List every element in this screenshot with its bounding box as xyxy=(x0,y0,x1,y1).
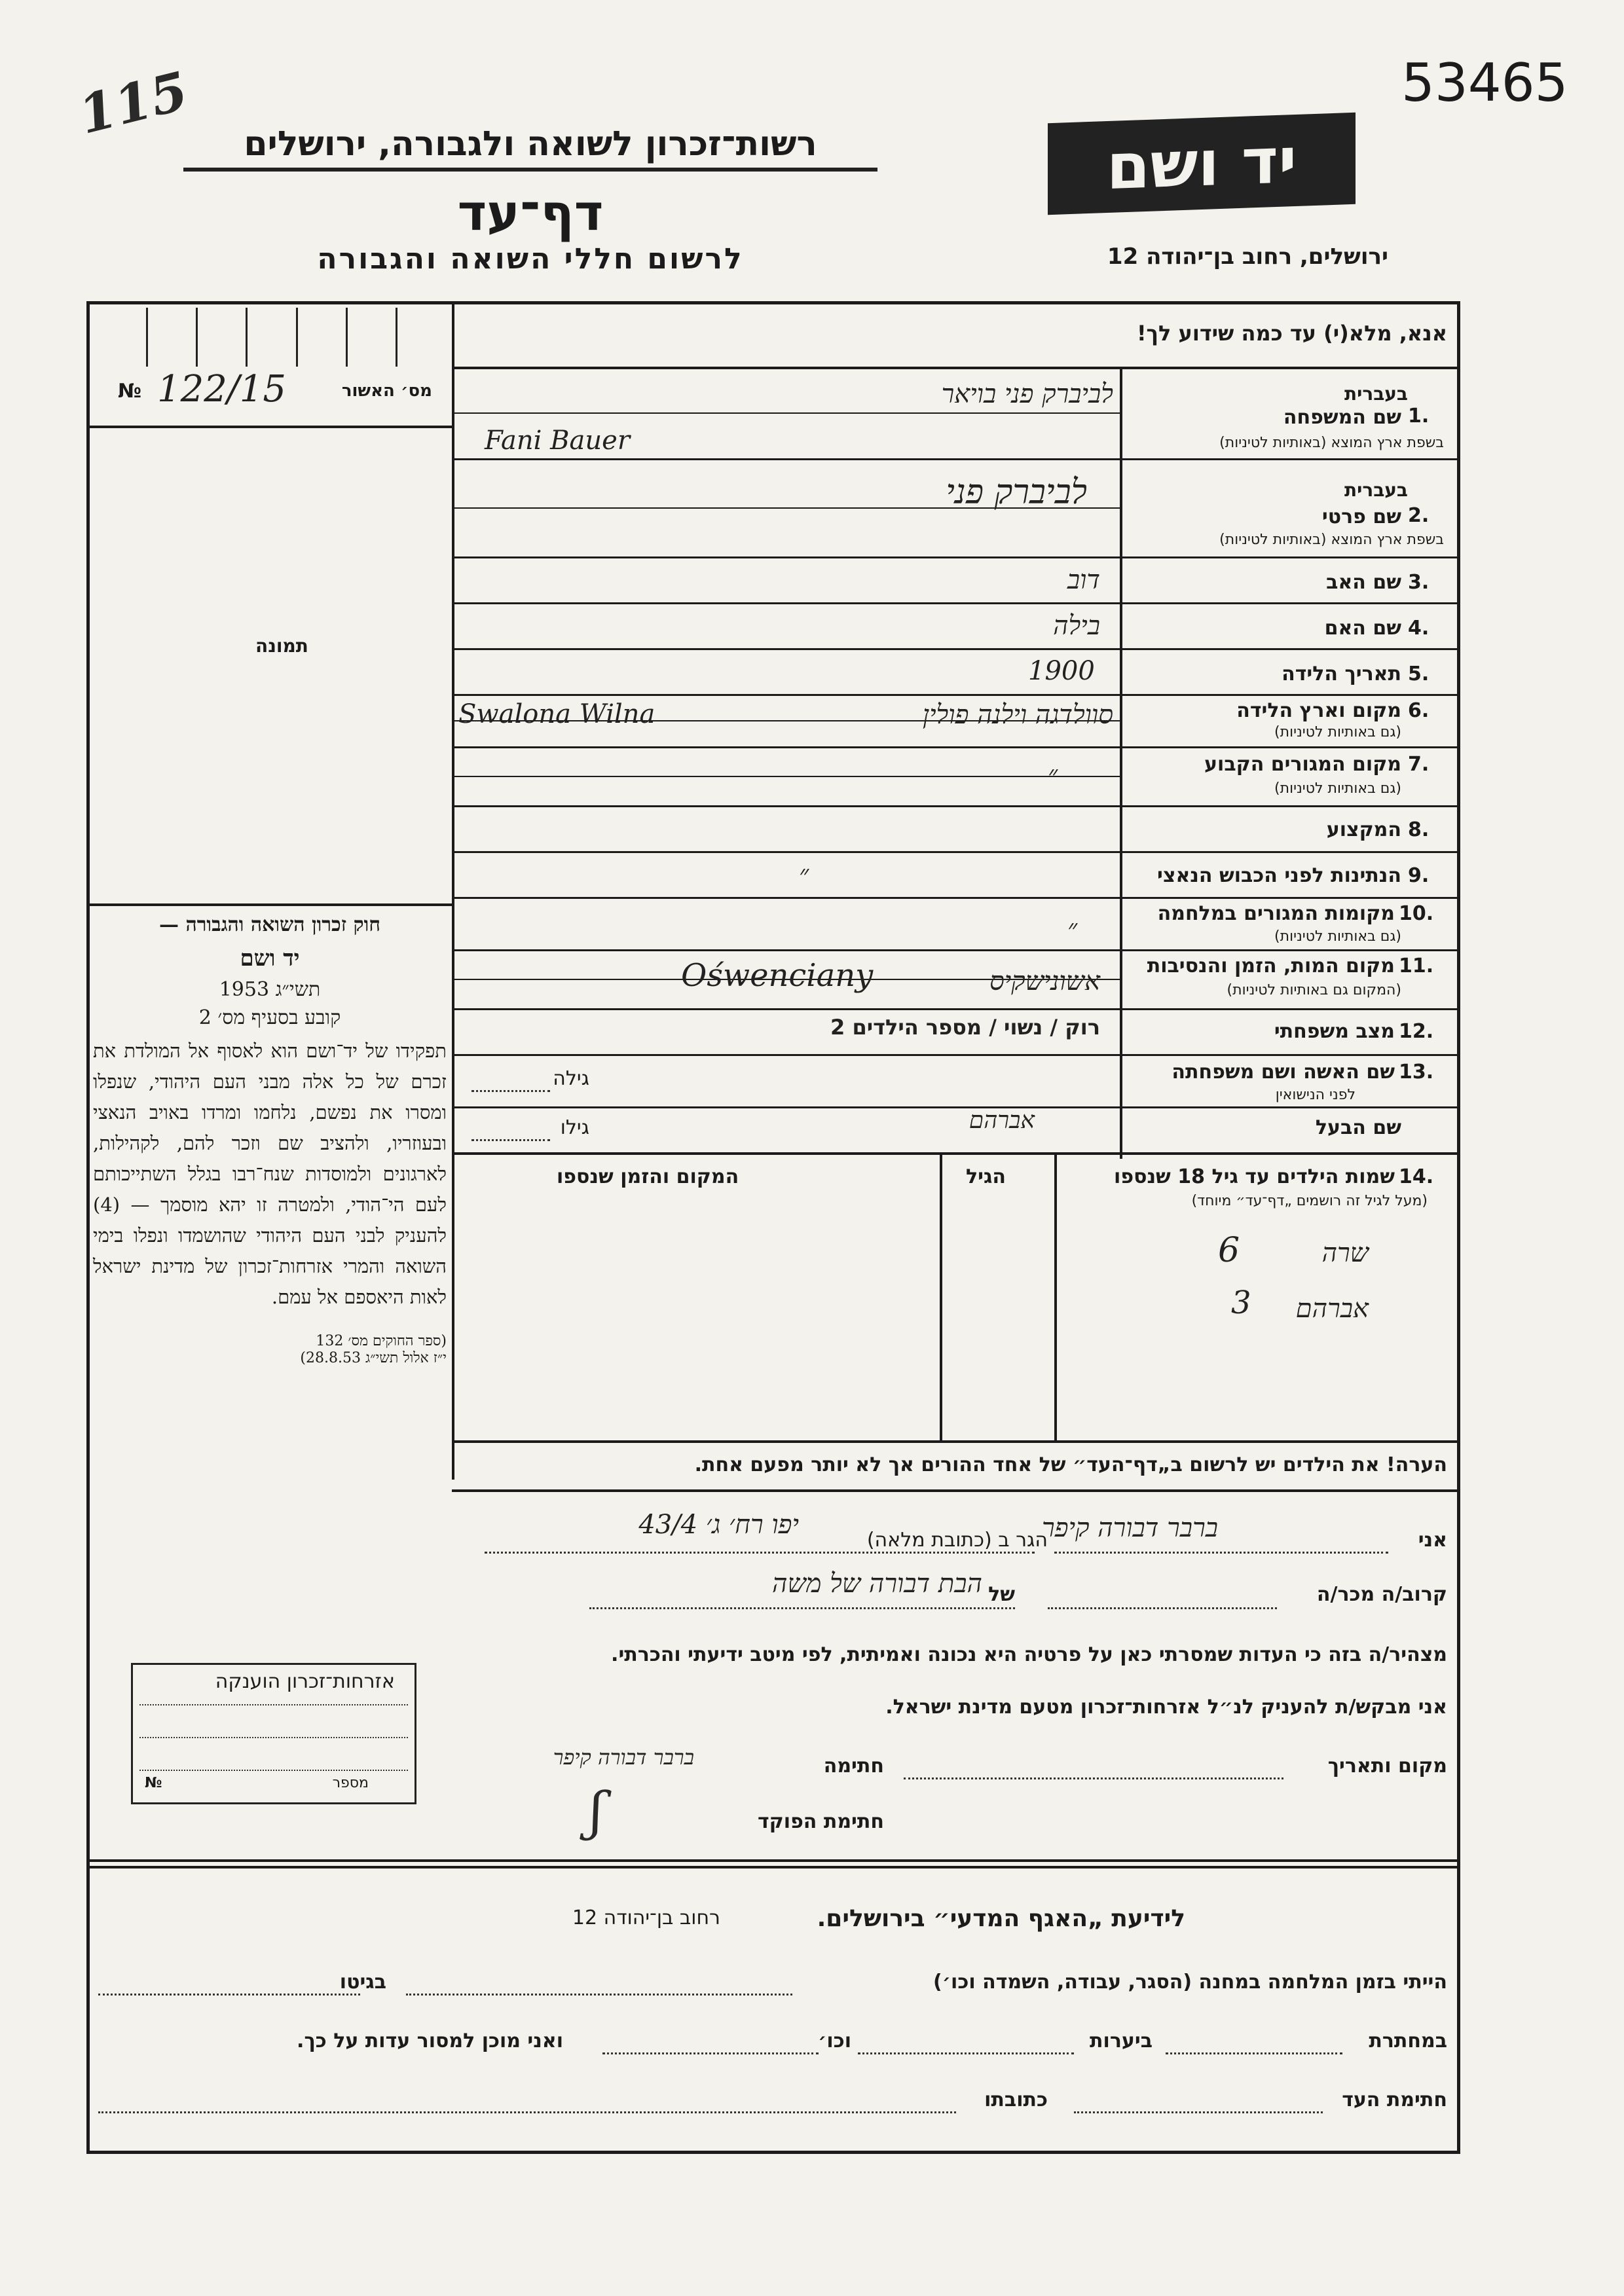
declarant-resides: הגר ב (כתובת מלאה) xyxy=(866,1529,1048,1552)
husband-gila-label: גילו xyxy=(560,1116,589,1139)
field-3-label: שם האב xyxy=(1326,571,1401,594)
children-sub: (מעל לגיל זה רושמים „דף־עד״ מיוחד) xyxy=(1191,1193,1428,1209)
logo xyxy=(1048,113,1356,215)
field-9-num: 9. xyxy=(1408,864,1430,887)
child-1-name: שרה xyxy=(1321,1238,1369,1268)
field-2-label: שם פרטי xyxy=(1321,505,1401,528)
bulletin-address: רחוב בן־יהודה 12 xyxy=(572,1906,720,1929)
bulletin-address-label: כתובתו xyxy=(984,2088,1048,2111)
field-1-num: 1. xyxy=(1408,405,1430,428)
approval-label: מס׳ האשור xyxy=(341,381,432,401)
form-title: דף־עד xyxy=(457,183,604,242)
field-9-value: ״ xyxy=(799,860,809,890)
bulletin-ready: ואני מוכן למסור עדות על כך. xyxy=(297,2030,563,2052)
logo-text: יד ושם xyxy=(1106,123,1297,204)
law-body: תפקידו של יד־ושם הוא לאסוף אל המולדת את זכרם של כל אלה מבני העם היהודי, שנפלו ומסרו את נפשם, נלחמו ומרדו באויב הנאצי ובעוזריו, ולהציב שם וזכר להם, לקהילות, לארגונים ולמוסדות שנח־רבו בגלל השתייכותם לעם הי־הודי, ולמטרה זו יהא מוסמך — (4) להעניק לבני העם היהודי שהושמדו ונפלו בימי השואה והמרי אזרחות־זכרון של מדינת ישראל לאות היאספם אל עמם. xyxy=(93,1040,447,1308)
field-7-num: 7. xyxy=(1408,753,1430,776)
field-6-label: מקום וארץ הלידה xyxy=(1236,699,1401,722)
officer-signature: ʃ xyxy=(589,1781,604,1842)
field-5-label: תאריך הלידה xyxy=(1282,663,1401,685)
children-num: 14. xyxy=(1399,1165,1434,1188)
bulletin-line1: הייתי בזמן המלחמה במחנה (הסגר, עבודה, השמדה וכו׳) xyxy=(933,1971,1447,1994)
field-2-hebrew-tag: בעברית xyxy=(1344,479,1408,501)
field-10-num: 10. xyxy=(1399,902,1434,925)
declarant-name: ברבר דבורה קיפר xyxy=(1041,1513,1218,1543)
field-13-sub: לפני הנישואין xyxy=(1275,1087,1356,1103)
bulletin-witness-sig: חתימת העד xyxy=(1342,2088,1447,2111)
bulletin-title: לידיעת „האגף המדעי״ בירושלים. xyxy=(817,1905,1185,1932)
bulletin-resistance: במחתרת xyxy=(1369,2030,1447,2052)
approval-no: № xyxy=(118,380,142,403)
husband-label: שם הבעל xyxy=(1315,1116,1401,1139)
instruction: אנא, מלא(י) עד כמה שידוע לך! xyxy=(1136,321,1447,346)
field-6-value: סוולדגה וילנה פולין xyxy=(922,700,1113,730)
field-7-value: ״ xyxy=(1048,760,1058,790)
signature: ברבר דבורה קיפר xyxy=(553,1745,694,1770)
law-ref2: י״ז אלול תשי״ג 28.8.53) xyxy=(300,1350,447,1366)
declarant-ani: אני xyxy=(1418,1529,1447,1552)
photo-label: תמונה xyxy=(255,635,308,657)
bulletin-forests: ביערות xyxy=(1090,2030,1153,2052)
approval-value: 122/15 xyxy=(157,368,287,410)
field-1-value-he: לביברק פני בויאר xyxy=(941,379,1113,409)
law-year: תשי״ג 1953 xyxy=(219,978,321,1001)
officer-label: חתימת הפוקד xyxy=(758,1810,884,1833)
signature-label: חתימה xyxy=(823,1755,884,1777)
field-11-label: מקום המות, הזמן והנסיבות xyxy=(1147,955,1395,977)
field-1-sub: בשפת ארץ המוצא (באותיות לטיניות) xyxy=(1219,435,1444,451)
note: הערה! את הילדים יש לרשום ב„דף־העד״ של אחד ההורים אך לא יותר מפעם אחת. xyxy=(694,1453,1447,1476)
children-place-header: המקום והזמן שנספו xyxy=(557,1165,739,1188)
field-12-value: רוק / נשוי / מספר הילדים 2 xyxy=(830,1015,1100,1040)
address: ירושלים, רחוב בן־יהודה 12 xyxy=(1107,244,1388,270)
field-5-num: 5. xyxy=(1408,663,1430,685)
field-13-num: 13. xyxy=(1399,1061,1434,1084)
law-box xyxy=(93,913,447,1483)
citizenship-title: אזרחות־זכרון הוענקה xyxy=(215,1670,395,1693)
field-8-num: 8. xyxy=(1408,818,1430,841)
archive-number: 53465 xyxy=(1401,52,1568,113)
corner-mark: 115 xyxy=(73,60,194,146)
form-subtitle: לרשום חללי השואה והגבורה xyxy=(317,242,744,276)
field-8-label: המקצוע xyxy=(1326,818,1401,841)
child-2-age: 3 xyxy=(1231,1285,1251,1321)
field-11-num: 11. xyxy=(1399,955,1434,977)
law-ref1: (ספר החוקים מס׳ 132 xyxy=(316,1333,447,1349)
authority-line: רשות־זכרון לשואה ולגבורה, ירושלים xyxy=(183,124,877,172)
relative-label: קרוב/ה מכר/ה xyxy=(1316,1583,1447,1606)
field-3-value: דוב xyxy=(1067,565,1100,595)
field-13-label: שם האשה ושם משפחתה xyxy=(1172,1061,1395,1084)
request-text: אני מבקש/ת להעניק לנ״ל אזרחות־זכרון מטעם מדינת ישראל. xyxy=(885,1696,1447,1719)
law-brand: יד ושם xyxy=(240,945,300,972)
relative-relation: הבת דבורה של משה xyxy=(772,1569,982,1599)
field-11-sub: (המקום גם באותיות לטיניות) xyxy=(1227,982,1401,998)
field-4-num: 4. xyxy=(1408,617,1430,640)
field-6-sub: (גם באותיות לטיניות) xyxy=(1274,724,1401,740)
bulletin-etc: וכו׳ xyxy=(818,2030,851,2052)
field-4-value: בילה xyxy=(1053,611,1100,641)
field-2-value: לביברק פני xyxy=(946,473,1087,512)
field-13-gila-label: גילה xyxy=(553,1067,589,1090)
field-11-value: אשונישקיס xyxy=(989,966,1100,996)
children-label: שמות הילדים עד גיל 18 שנספו xyxy=(1114,1165,1395,1188)
field-3-num: 3. xyxy=(1408,571,1430,594)
field-4-label: שם האם xyxy=(1324,617,1401,640)
citizenship-box xyxy=(131,1663,416,1804)
law-section: קובע בסעיף מס׳ 2 xyxy=(198,1006,341,1029)
field-5-value: 1900 xyxy=(1028,656,1095,686)
approval-box xyxy=(98,308,445,426)
field-1-value-lat: Fani Bauer xyxy=(485,426,630,456)
children-age-header: הגיל xyxy=(966,1165,1006,1188)
field-10-value: ״ xyxy=(1067,914,1078,944)
field-6-num: 6. xyxy=(1408,699,1430,722)
field-1-hebrew-tag: בעברית xyxy=(1344,383,1408,405)
declarant-address: יפו רח׳ ג׳ 43/4 xyxy=(638,1510,799,1540)
field-10-sub: (גם באותיות לטיניות) xyxy=(1274,928,1401,945)
child-1-age: 6 xyxy=(1218,1231,1240,1270)
field-2-sub: בשפת ארץ המוצא (באותיות לטיניות) xyxy=(1219,532,1444,548)
bulletin-ghetto: בגיטו xyxy=(339,1971,386,1994)
citizenship-no: № xyxy=(145,1775,162,1791)
field-1-label: שם המשפחה xyxy=(1283,406,1401,429)
field-2-num: 2. xyxy=(1408,504,1430,527)
relative-of: של xyxy=(988,1583,1015,1606)
place-date-label: מקום ותאריך xyxy=(1327,1755,1447,1777)
declare-text: מצהיר/ה בזה כי העדות שמסרתי כאן על פרטיה היא נכונה ואמיתית, לפי מיטב ידיעתי והכרתי. xyxy=(611,1643,1447,1666)
law-title: חוק זכרון השואה והגבורה — xyxy=(159,913,380,936)
field-12-label: מצב משפחתי xyxy=(1274,1020,1395,1043)
field-11-value-lat: Ośwenciany xyxy=(681,957,874,994)
husband-value: אברהם xyxy=(969,1107,1035,1134)
field-10-label: מקומות המגורים במלחמה xyxy=(1157,902,1395,925)
field-12-num: 12. xyxy=(1399,1020,1434,1043)
field-7-sub: (גם באותיות לטיניות) xyxy=(1274,780,1401,797)
field-7-label: מקום המגורים הקבוע xyxy=(1204,753,1401,776)
child-2-name: אברהם xyxy=(1295,1294,1369,1324)
field-9-label: הנתינות לפני הכבוש הנאצי xyxy=(1157,864,1401,887)
field-6-value-lat: Swalona Wilna xyxy=(458,699,655,729)
citizenship-number-label: מספר xyxy=(332,1775,369,1791)
